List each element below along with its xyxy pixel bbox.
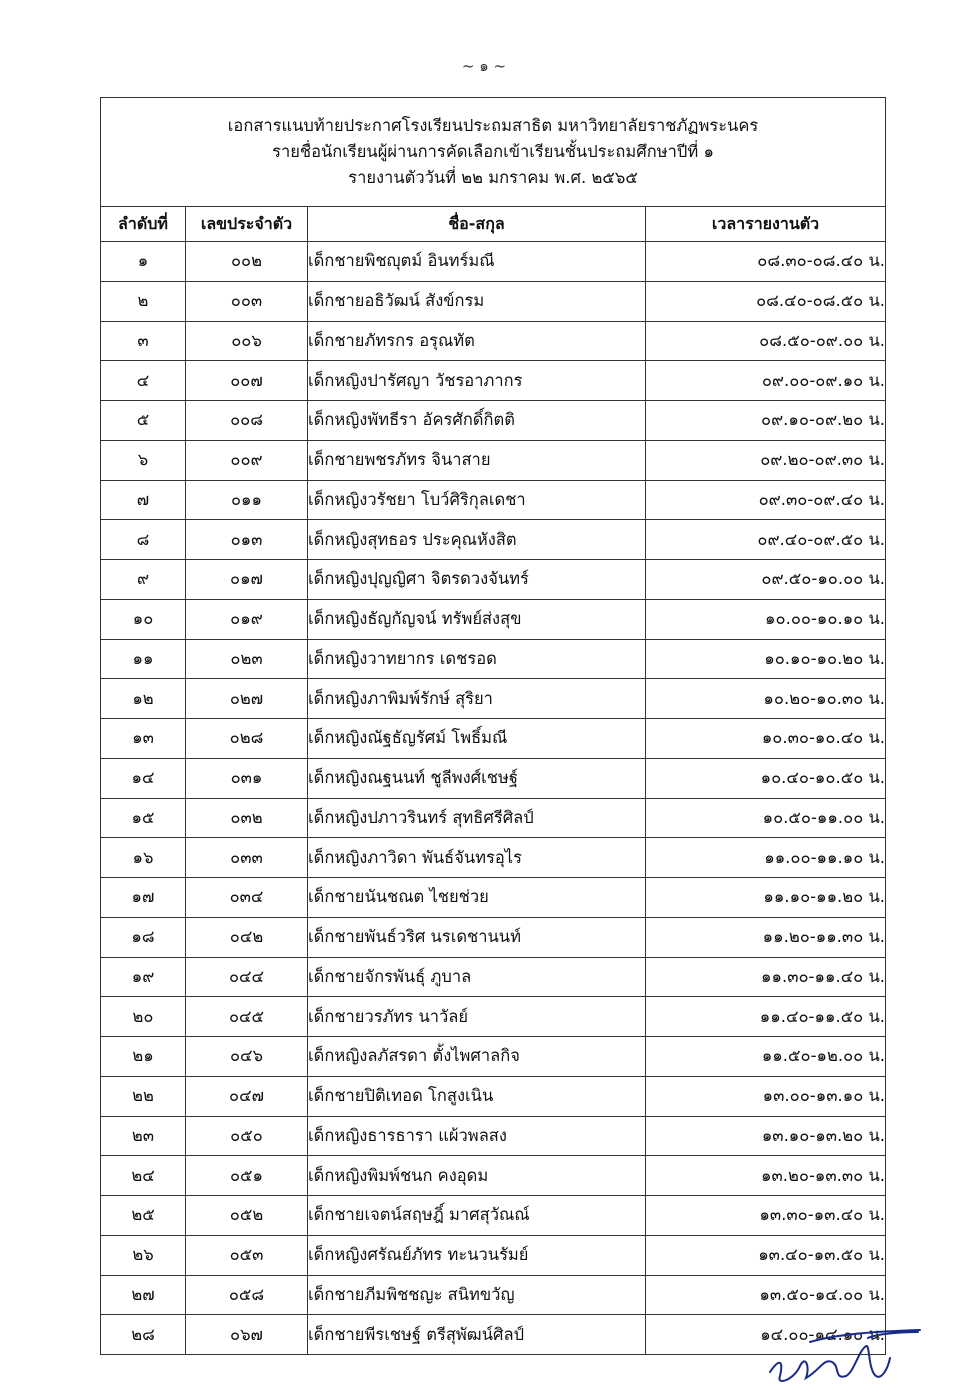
cell-time: ๐๘.๕๐-๐๙.๐๐ น. <box>646 321 886 361</box>
cell-name: เด็กชายจักรพันธุ์ ภูบาล <box>308 957 646 997</box>
cell-name: เด็กหญิงปภาวรินทร์ สุทธิศรีศิลป์ <box>308 798 646 838</box>
cell-id: ๐๒๘ <box>186 719 308 759</box>
table-row <box>101 997 886 1037</box>
cell-id: ๐๒๓ <box>186 639 308 679</box>
cell-seq: ๑๒ <box>101 679 186 719</box>
cell-id: ๐๐๓ <box>186 281 308 321</box>
cell-name: เด็กหญิงศรัณย์ภัทร ทะนวนรัมย์ <box>308 1235 646 1275</box>
cell-seq: ๑๐ <box>101 599 186 639</box>
column-header-time: เวลารายงานตัว <box>646 207 886 242</box>
table-row <box>101 1037 886 1077</box>
cell-id: ๐๔๒ <box>186 917 308 957</box>
table-row <box>101 719 886 759</box>
table-row <box>101 480 886 520</box>
cell-name: เด็กหญิงธัญกัญจน์ ทรัพย์ส่งสุข <box>308 599 646 639</box>
cell-seq: ๖ <box>101 440 186 480</box>
cell-id: ๐๕๑ <box>186 1156 308 1196</box>
cell-seq: ๑๗ <box>101 878 186 918</box>
cell-id: ๐๕๘ <box>186 1275 308 1315</box>
table-row <box>101 838 886 878</box>
cell-seq: ๑๔ <box>101 758 186 798</box>
cell-id: ๐๐๗ <box>186 361 308 401</box>
cell-name: เด็กชายปิติเทอด โกสูงเนิน <box>308 1076 646 1116</box>
cell-seq: ๕ <box>101 401 186 441</box>
table-row <box>101 798 886 838</box>
cell-id: ๐๖๗ <box>186 1315 308 1355</box>
cell-seq: ๒๔ <box>101 1156 186 1196</box>
cell-time: ๑๐.๑๐-๑๐.๒๐ น. <box>646 639 886 679</box>
cell-seq: ๗ <box>101 480 186 520</box>
cell-seq: ๒๑ <box>101 1037 186 1077</box>
cell-seq: ๒๐ <box>101 997 186 1037</box>
cell-seq: ๒ <box>101 281 186 321</box>
cell-id: ๐๑๗ <box>186 560 308 600</box>
table-row <box>101 639 886 679</box>
cell-seq: ๑๓ <box>101 719 186 759</box>
cell-id: ๐๔๗ <box>186 1076 308 1116</box>
cell-time: ๑๓.๑๐-๑๓.๒๐ น. <box>646 1116 886 1156</box>
cell-name: เด็กชายนันชณต ไชยช่วย <box>308 878 646 918</box>
table-row <box>101 1156 886 1196</box>
cell-name: เด็กหญิงปารัศญา วัชรอาภากร <box>308 361 646 401</box>
cell-seq: ๒๖ <box>101 1235 186 1275</box>
table-row <box>101 1116 886 1156</box>
table-row <box>101 599 886 639</box>
cell-id: ๐๑๑ <box>186 480 308 520</box>
cell-seq: ๑ <box>101 242 186 282</box>
cell-id: ๐๐๖ <box>186 321 308 361</box>
table-row <box>101 1196 886 1236</box>
cell-id: ๐๓๓ <box>186 838 308 878</box>
cell-id: ๐๕๐ <box>186 1116 308 1156</box>
cell-name: เด็กชายภีมพิชชญะ สนิทขวัญ <box>308 1275 646 1315</box>
cell-seq: ๑๖ <box>101 838 186 878</box>
header-subtitle: รายชื่อนักเรียนผู้ผ่านการคัดเลือกเข้าเรียนชั้นประถมศึกษาปีที่ ๑ <box>272 142 714 161</box>
cell-name: เด็กชายพีรเชษฐ์ ตรีสุพัฒน์ศิลป์ <box>308 1315 646 1355</box>
cell-name: เด็กชายภัทรกร อรุณทัต <box>308 321 646 361</box>
table-row <box>101 520 886 560</box>
table-row <box>101 758 886 798</box>
cell-seq: ๒๒ <box>101 1076 186 1116</box>
cell-time: ๑๑.๒๐-๑๑.๓๐ น. <box>646 917 886 957</box>
cell-time: ๑๑.๔๐-๑๑.๕๐ น. <box>646 997 886 1037</box>
cell-time: ๐๙.๒๐-๐๙.๓๐ น. <box>646 440 886 480</box>
cell-seq: ๑๙ <box>101 957 186 997</box>
column-header-id: เลขประจำตัว <box>186 207 308 242</box>
document-header <box>101 98 886 207</box>
cell-seq: ๒๓ <box>101 1116 186 1156</box>
cell-name: เด็กชายพชรภัทร จินาสาย <box>308 440 646 480</box>
cell-time: ๑๐.๕๐-๑๑.๐๐ น. <box>646 798 886 838</box>
table-row <box>101 957 886 997</box>
cell-time: ๐๘.๓๐-๐๘.๔๐ น. <box>646 242 886 282</box>
header-title: เอกสารแนบท้ายประกาศโรงเรียนประถมสาธิต มหาวิทยาลัยราชภัฏพระนคร <box>227 116 759 135</box>
table-row <box>101 917 886 957</box>
table-row <box>101 361 886 401</box>
page-number: ~ ๑ ~ <box>461 57 507 75</box>
cell-id: ๐๔๖ <box>186 1037 308 1077</box>
cell-id: ๐๕๓ <box>186 1235 308 1275</box>
cell-id: ๐๓๑ <box>186 758 308 798</box>
cell-id: ๐๐๙ <box>186 440 308 480</box>
cell-time: ๑๓.๔๐-๑๓.๕๐ น. <box>646 1235 886 1275</box>
cell-time: ๑๓.๕๐-๑๔.๐๐ น. <box>646 1275 886 1315</box>
cell-id: ๐๑๙ <box>186 599 308 639</box>
table-row <box>101 440 886 480</box>
cell-id: ๐๕๒ <box>186 1196 308 1236</box>
table-row <box>101 401 886 441</box>
cell-time: ๐๙.๓๐-๐๙.๔๐ น. <box>646 480 886 520</box>
cell-id: ๐๒๗ <box>186 679 308 719</box>
cell-time: ๑๑.๓๐-๑๑.๔๐ น. <box>646 957 886 997</box>
cell-id: ๐๔๕ <box>186 997 308 1037</box>
table-row <box>101 1275 886 1315</box>
column-header-row <box>101 207 886 242</box>
table-row <box>101 281 886 321</box>
document-header-row <box>101 98 886 207</box>
cell-name: เด็กหญิงธารธารา แผ้วพลสง <box>308 1116 646 1156</box>
table-row <box>101 560 886 600</box>
cell-time: ๐๙.๔๐-๐๙.๕๐ น. <box>646 520 886 560</box>
cell-name: เด็กชายพันธ์วริศ นรเดชานนท์ <box>308 917 646 957</box>
cell-id: ๐๐๒ <box>186 242 308 282</box>
student-list-table <box>100 97 886 1355</box>
cell-time: ๐๙.๕๐-๑๐.๐๐ น. <box>646 560 886 600</box>
cell-seq: ๓ <box>101 321 186 361</box>
cell-name: เด็กหญิงวรัชยา โบว์ศิริกุลเดชา <box>308 480 646 520</box>
cell-name: เด็กชายพิชญุตม์ อินทร์มณี <box>308 242 646 282</box>
cell-time: ๑๓.๓๐-๑๓.๔๐ น. <box>646 1196 886 1236</box>
column-header-seq: ลำดับที่ <box>101 207 186 242</box>
table-row <box>101 242 886 282</box>
cell-time: ๑๐.๔๐-๑๐.๕๐ น. <box>646 758 886 798</box>
cell-seq: ๘ <box>101 520 186 560</box>
cell-time: ๑๑.๐๐-๑๑.๑๐ น. <box>646 838 886 878</box>
header-report-date: รายงานตัววันที่ ๒๒ มกราคม พ.ศ. ๒๕๖๕ <box>348 168 638 187</box>
table-row <box>101 679 886 719</box>
signature-mark <box>750 1310 940 1390</box>
cell-name: เด็กชายวรภัทร นาวัลย์ <box>308 997 646 1037</box>
cell-seq: ๑๕ <box>101 798 186 838</box>
cell-seq: ๔ <box>101 361 186 401</box>
cell-time: ๑๐.๒๐-๑๐.๓๐ น. <box>646 679 886 719</box>
cell-time: ๐๘.๔๐-๐๘.๕๐ น. <box>646 281 886 321</box>
column-header-name: ชื่อ-สกุล <box>308 207 646 242</box>
cell-time: ๑๑.๑๐-๑๑.๒๐ น. <box>646 878 886 918</box>
cell-time: ๑๐.๐๐-๑๐.๑๐ น. <box>646 599 886 639</box>
cell-name: เด็กชายเจตน์สฤษฎิ์ มาศสุวัณณ์ <box>308 1196 646 1236</box>
cell-name: เด็กหญิงวาทยากร เดชรอด <box>308 639 646 679</box>
cell-time: ๑๓.๐๐-๑๓.๑๐ น. <box>646 1076 886 1116</box>
cell-id: ๐๐๘ <box>186 401 308 441</box>
table-row <box>101 1235 886 1275</box>
cell-name: เด็กหญิงภาพิมพ์รักษ์ สุริยา <box>308 679 646 719</box>
cell-seq: ๑๑ <box>101 639 186 679</box>
cell-name: เด็กหญิงลภัสรดา ตั้งไพศาลกิจ <box>308 1037 646 1077</box>
cell-seq: ๙ <box>101 560 186 600</box>
cell-time: ๐๙.๐๐-๐๙.๑๐ น. <box>646 361 886 401</box>
cell-seq: ๑๘ <box>101 917 186 957</box>
cell-time: ๑๔.๐๐-๑๔.๑๐ น. <box>646 1315 886 1355</box>
cell-name: เด็กหญิงพิมพ์ชนก คงอุดม <box>308 1156 646 1196</box>
cell-name: เด็กหญิงณฐนนท์ ชูลีพงศ์เชษฐ์ <box>308 758 646 798</box>
cell-time: ๑๐.๓๐-๑๐.๔๐ น. <box>646 719 886 759</box>
cell-id: ๐๑๓ <box>186 520 308 560</box>
cell-id: ๐๓๔ <box>186 878 308 918</box>
cell-time: ๑๓.๒๐-๑๓.๓๐ น. <box>646 1156 886 1196</box>
cell-seq: ๒๗ <box>101 1275 186 1315</box>
cell-name: เด็กหญิงปุญญิศา จิตรดวงจันทร์ <box>308 560 646 600</box>
cell-id: ๐๔๔ <box>186 957 308 997</box>
cell-name: เด็กชายอธิวัฒน์ สังข์กรม <box>308 281 646 321</box>
cell-name: เด็กหญิงพัทธีรา อัครศักดิ์กิตติ <box>308 401 646 441</box>
table-row <box>101 878 886 918</box>
cell-seq: ๒๘ <box>101 1315 186 1355</box>
cell-time: ๑๑.๕๐-๑๒.๐๐ น. <box>646 1037 886 1077</box>
table-row <box>101 321 886 361</box>
cell-time: ๐๙.๑๐-๐๙.๒๐ น. <box>646 401 886 441</box>
cell-id: ๐๓๒ <box>186 798 308 838</box>
cell-name: เด็กหญิงสุทธอร ประคุณหังสิต <box>308 520 646 560</box>
cell-name: เด็กหญิงภาวิดา พันธ์จันทรอุไร <box>308 838 646 878</box>
table-row <box>101 1076 886 1116</box>
cell-name: เด็กหญิงณัฐธัญรัศม์ โพธิ์มณี <box>308 719 646 759</box>
cell-seq: ๒๕ <box>101 1196 186 1236</box>
